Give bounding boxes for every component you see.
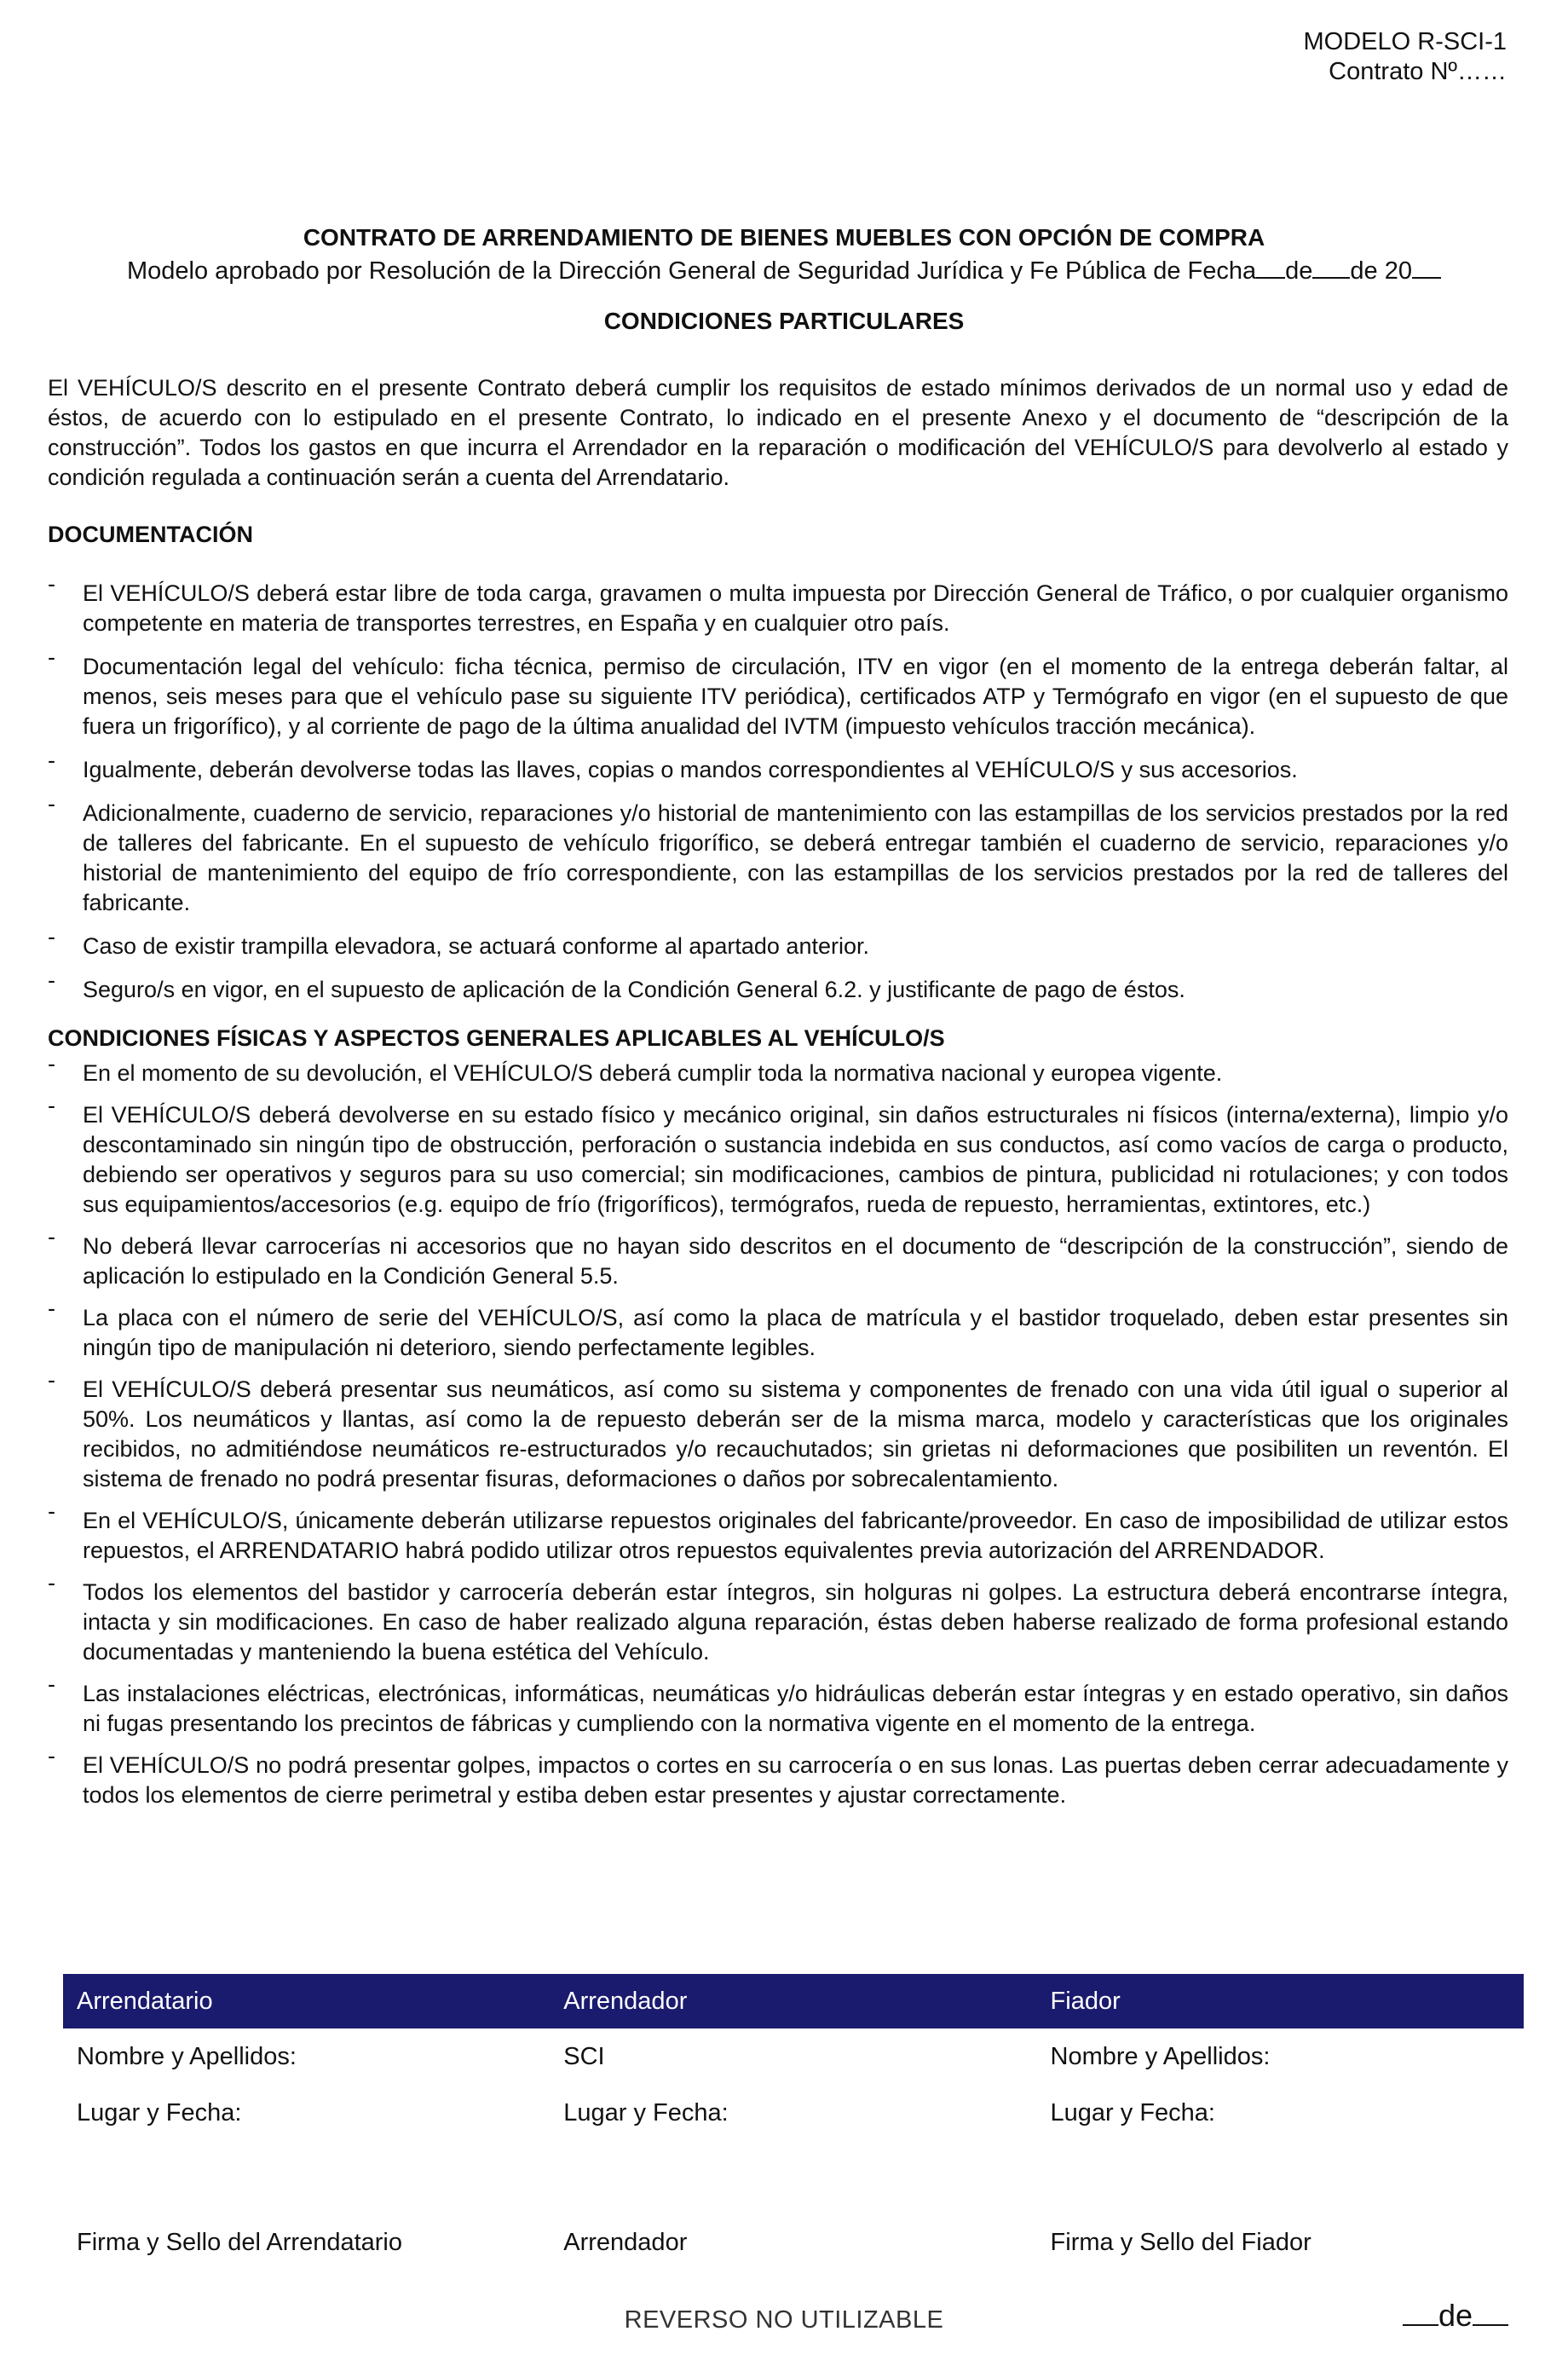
blank-day: [1256, 257, 1285, 279]
list-item-text: No deberá llevar carrocerías ni accesorios que no hayan sido descritos en el documento de “descripción de la construcción”, siendo de aplicación lo estipulado en la Condición General 5.5.: [83, 1233, 1508, 1289]
list-item: [48, 1570, 1508, 1667]
intro-paragraph: El VEHÍCULO/S descrito en el presente Contrato deberá cumplir los requisitos de estado mínimos derivados de un normal uso y edad de éstos, de acuerdo con lo estipulado en el presente Contrato, lo indicado en el presente Anexo y el documento de “descripción de la construcción”. Todos los gastos en que incurra el Arrendador en la reparación o modificación del VEHÍCULO/S para devolverlo al estado y condición regulada a continuación serán a cuenta del Arrendatario.: [48, 375, 1508, 490]
list-item: [48, 791, 1508, 918]
firma-arrendatario: Firma y Sello del Arrendatario: [77, 2228, 402, 2256]
lugar-arrendador: Lugar y Fecha:: [563, 2098, 729, 2127]
list-item: [48, 571, 1508, 638]
header-arrendador: Arrendador: [563, 1987, 688, 2015]
dash-bullet: -: [48, 747, 55, 773]
documentacion-list: [48, 571, 1508, 1005]
lugar-fiador: Lugar y Fecha:: [1050, 2098, 1215, 2127]
document-title: CONTRATO DE ARRENDAMIENTO DE BIENES MUEBLES CON OPCIÓN DE COMPRA: [303, 224, 1265, 251]
dash-bullet: -: [48, 1296, 55, 1321]
dash-bullet: -: [48, 1051, 55, 1076]
list-item-text: El VEHÍCULO/S deberá devolverse en su estado físico y mecánico original, sin daños estructurales ni físicos (interna/externa), limpio y/o descontaminado sin ningún tipo de obstrucción, perforación o sustancia indebida en sus conductos, así como vacíos de carga o producto, debiendo ser operativos y seguros para su uso comercial; sin modificaciones, cambios de pintura, publicidad ni rotulaciones; y con todos sus equipamientos/accesorios (e.g. equipo de frío (frigoríficos), termógrafos, rueda de repuesto, herramientas, extintores, etc.): [83, 1102, 1508, 1217]
list-item-text: El VEHÍCULO/S deberá estar libre de toda carga, gravamen o multa impuesta por Dirección General de Tráfico, o por cualquier organismo competente en materia de transportes terrestres, en España y en cualquier otro país.: [83, 580, 1508, 636]
firma-fiador: Firma y Sello del Fiador: [1050, 2228, 1311, 2256]
list-item: [48, 1051, 1508, 1088]
list-item: [48, 1671, 1508, 1739]
nombre-fiador: Nombre y Apellidos:: [1050, 2042, 1271, 2070]
header-arrendatario: Arrendatario: [77, 1987, 213, 2015]
signature-table: [63, 1974, 1524, 2271]
reverso-notice: REVERSO NO UTILIZABLE: [624, 2306, 944, 2334]
page-counter: [1403, 2298, 1508, 2334]
list-item: [48, 1498, 1508, 1566]
dash-bullet: -: [48, 1743, 55, 1769]
firma-arrendador: Arrendador: [563, 2228, 688, 2256]
document-subtitle: [0, 256, 1568, 286]
dash-bullet: -: [48, 571, 55, 597]
dash-bullet: -: [48, 1671, 55, 1697]
section-heading-documentacion: DOCUMENTACIÓN: [48, 522, 253, 547]
header-fiador: Fiador: [1050, 1987, 1121, 2015]
list-item: [48, 1743, 1508, 1810]
subtitle-de2: de 20: [1350, 257, 1412, 285]
list-item: [48, 747, 1508, 785]
list-item-text: El VEHÍCULO/S deberá presentar sus neumáticos, así como su sistema y componentes de frenado con una vida útil igual o superior al 50%. Los neumáticos y llantas, así como la de repuesto deberán ser de la misma marca, modelo y características que los originales recibidos, no admitiéndose neumáticos re-estructurados y/o recauchutados; sin grietas ni deformaciones que posibiliten un reventón. El sistema de frenado no podrá presentar fisuras, deformaciones o daños por sobrecalentamiento.: [83, 1376, 1508, 1492]
dash-bullet: -: [48, 644, 55, 670]
document-reference: [1304, 27, 1507, 87]
list-item: [48, 924, 1508, 961]
list-item: [48, 1093, 1508, 1220]
list-item-text: La placa con el número de serie del VEHÍCULO/S, así como la placa de matrícula y el bastidor troquelado, deben estar presentes sin ningún tipo de manipulación ni deterioro, siendo perfectamente legibles.: [83, 1305, 1508, 1360]
signature-row-lugar: [63, 2085, 1524, 2141]
list-item: [48, 1224, 1508, 1291]
dash-bullet: -: [48, 967, 55, 993]
list-item-text: En el momento de su devolución, el VEHÍCULO/S deberá cumplir toda la normativa nacional y europea vigente.: [83, 1060, 1223, 1086]
total-blank: [1473, 2324, 1508, 2326]
contrato-number: Contrato Nº……: [1329, 58, 1507, 85]
section-heading-condiciones: CONDICIONES FÍSICAS Y ASPECTOS GENERALES APLICABLES AL VEHÍCULO/S: [48, 1025, 945, 1051]
signature-header: [63, 1974, 1524, 2028]
signature-row-firma: [63, 2214, 1524, 2271]
nombre-arrendatario: Nombre y Apellidos:: [77, 2042, 297, 2070]
page-de: de: [1438, 2298, 1473, 2333]
list-item-text: Todos los elementos del bastidor y carrocería deberán estar íntegros, sin holguras ni golpes. La estructura deberá encontrarse íntegra, intacta y sin modificaciones. En caso de haber realizado alguna reparación, éstas deben haberse realizado de forma profesional estando documentadas y manteniendo la buena estética del Vehículo.: [83, 1579, 1508, 1665]
dash-bullet: -: [48, 1224, 55, 1249]
list-item: [48, 967, 1508, 1005]
page-blank: [1403, 2324, 1438, 2326]
dash-bullet: -: [48, 924, 55, 949]
dash-bullet: -: [48, 791, 55, 817]
blank-year: [1412, 257, 1441, 279]
list-item-text: El VEHÍCULO/S no podrá presentar golpes, impactos o cortes en su carrocería o en sus lonas. Las puertas deben cerrar adecuadamente y todos los elementos de cierre perimetral y estiba deben estar presentes y ajustar correctamente.: [83, 1752, 1508, 1808]
dash-bullet: -: [48, 1093, 55, 1118]
list-item-text: En el VEHÍCULO/S, únicamente deberán utilizarse repuestos originales del fabricante/proveedor. En caso de imposibilidad de utilizar estos repuestos, el ARRENDATARIO habrá podido utilizar otros repuestos equivalentes previa autorización del ARRENDADOR.: [83, 1508, 1508, 1563]
list-item-text: Documentación legal del vehículo: ficha técnica, permiso de circulación, ITV en vigor (en el momento de la entrega deberán faltar, al menos, seis meses para que el vehículo pase su siguiente ITV periódica), certificados ATP y Termógrafo en vigor (en el supuesto de que fuera un frigorífico), y al corriente de pago de la última anualidad del IVTM (impuesto vehículos tracción mecánica).: [83, 654, 1508, 739]
lugar-arrendatario: Lugar y Fecha:: [77, 2098, 242, 2127]
signature-row-nombre: [63, 2028, 1524, 2085]
document-body: [48, 373, 1508, 1822]
blank-month: [1312, 257, 1350, 279]
list-item: [48, 1296, 1508, 1363]
condiciones-list: [48, 1051, 1508, 1810]
list-item-text: Las instalaciones eléctricas, electrónicas, informáticas, neumáticas y/o hidráulicas deberán estar íntegras y en estado operativo, sin daños ni fugas presentando los precintos de fábricas y cumpliendo con la normativa vigente en el momento de la entrega.: [83, 1681, 1508, 1736]
list-item-text: Adicionalmente, cuaderno de servicio, reparaciones y/o historial de mantenimiento con las estampillas de los servicios prestados por la red de talleres del fabricante. En el supuesto de vehículo frigorífico, se deberá entregar también el cuaderno de servicio, reparaciones y/o historial de mantenimiento del equipo de frío correspondiente, con las estampillas de los servicios prestados por la red de talleres del fabricante.: [83, 800, 1508, 915]
subtitle-de1: de: [1285, 257, 1313, 285]
dash-bullet: -: [48, 1570, 55, 1596]
conditions-title: CONDICIONES PARTICULARES: [603, 308, 965, 334]
modelo-label: MODELO R-SCI-1: [1303, 28, 1507, 55]
subtitle-text: Modelo aprobado por Resolución de la Dirección General de Seguridad Jurídica y Fe Pública de Fecha: [127, 257, 1257, 285]
list-item-text: Seguro/s en vigor, en el supuesto de aplicación de la Condición General 6.2. y justificante de pago de éstos.: [83, 977, 1185, 1002]
dash-bullet: -: [48, 1367, 55, 1393]
nombre-arrendador: SCI: [563, 2042, 605, 2070]
list-item-text: Caso de existir trampilla elevadora, se actuará conforme al apartado anterior.: [83, 933, 869, 959]
list-item: [48, 1367, 1508, 1494]
dash-bullet: -: [48, 1498, 55, 1524]
list-item: [48, 644, 1508, 742]
list-item-text: Igualmente, deberán devolverse todas las llaves, copias o mandos correspondientes al VEHÍCULO/S y sus accesorios.: [83, 757, 1298, 782]
